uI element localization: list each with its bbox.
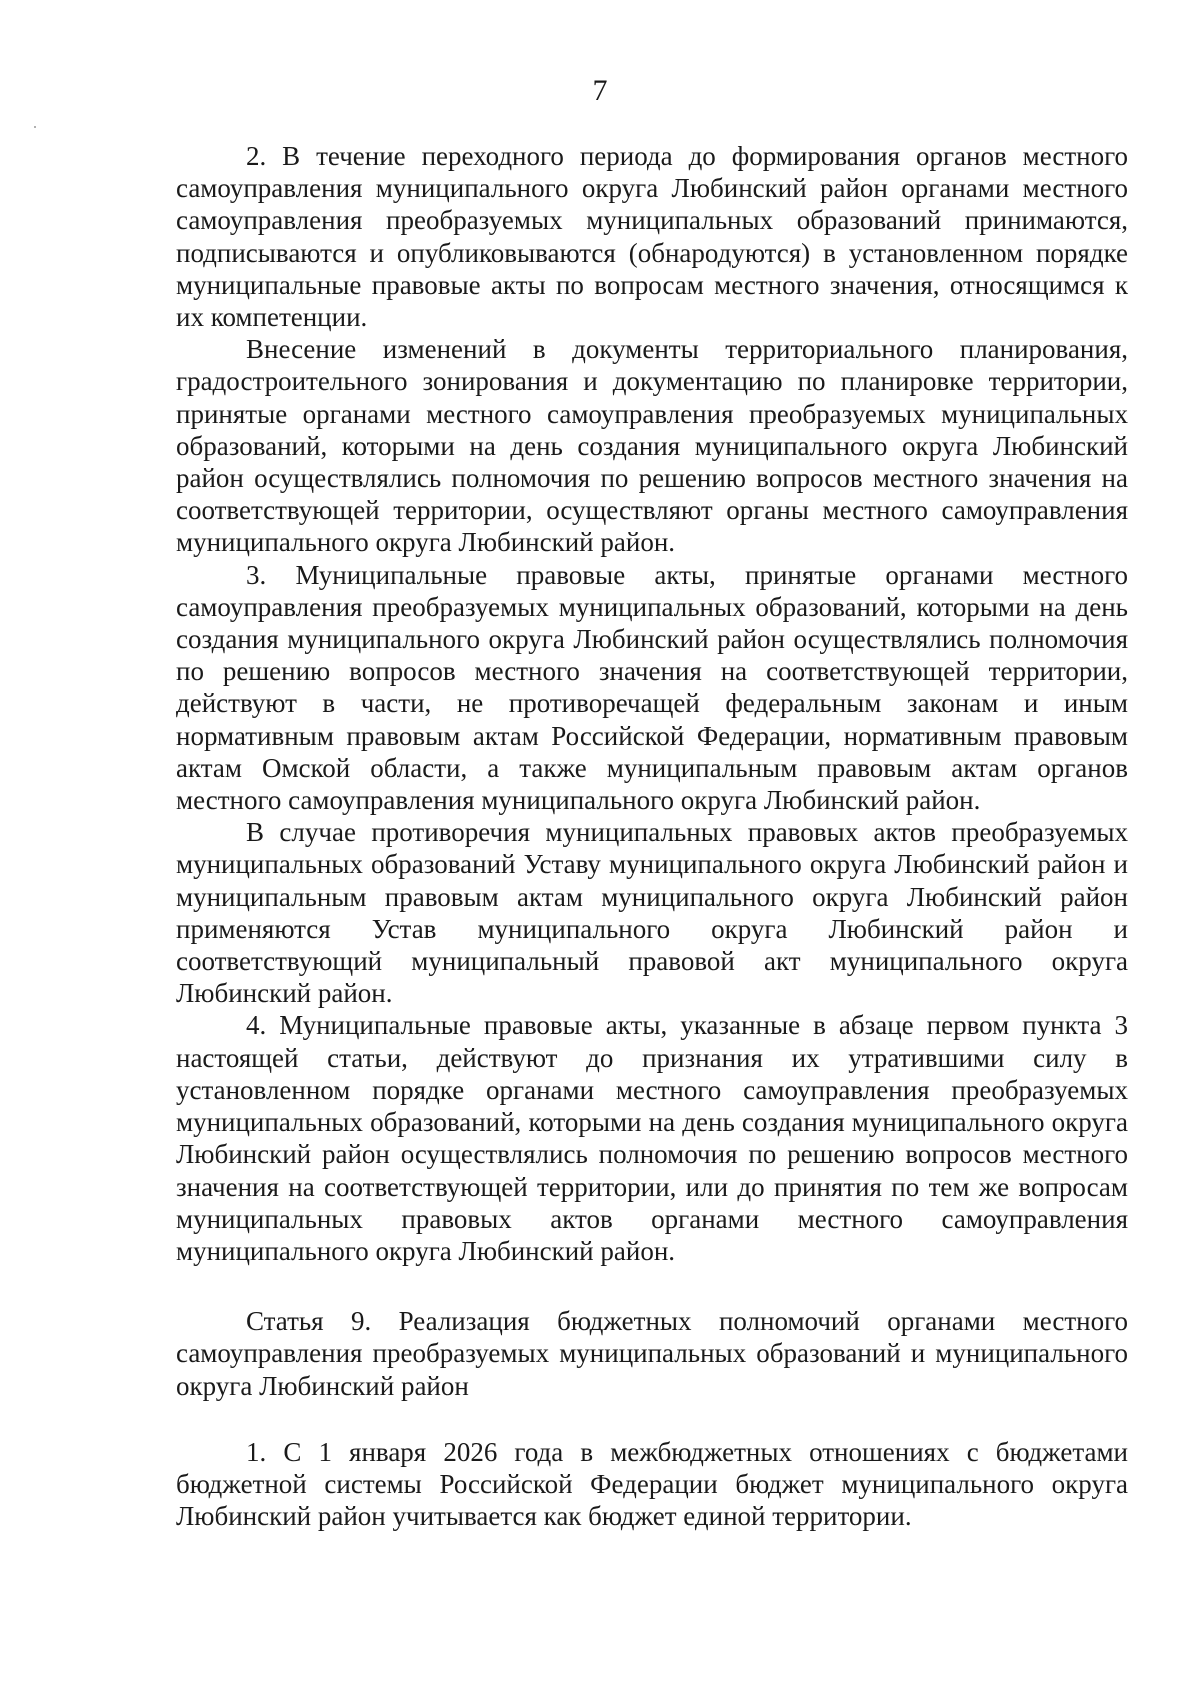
page-number: 7: [592, 74, 608, 107]
paragraph-2-transitional-period: 2. В течение переходного периода до формирования органов местного самоуправления муниципального округа Любинский район органами местного самоуправления преобразуемых муниципальных образований принимаются, подписываются и опубликовываются (обнародуются) в установленном порядке муниципальные правовые акты по вопросам местного значения, относящимся к их компетенции.: [176, 141, 1128, 333]
article-9-heading: Статья 9. Реализация бюджетных полномочий органами местного самоуправления преобразуемых муниципальных образований и муниципального округа Любинский район: [176, 1306, 1128, 1401]
paragraph-3-legal-acts: 3. Муниципальные правовые акты, принятые органами местного самоуправления преобразуемых муниципальных образований, которыми на день создания муниципального округа Любинский район осуществлялись полномочия по решению вопросов местного значения на соответствующей территории, действуют в части, не противоречащей федеральным законам и иным нормативным правовым актам Российской Федерации, нормативным правовым актам Омской области, а также муниципальным правовым актам органов местного самоуправления муниципального округа Любинский район.: [176, 559, 1128, 816]
paragraph-planning-documents: Внесение изменений в документы территориального планирования, градостроительного зонирования и документацию по планировке территории, принятые органами местного самоуправления преобразуемых муниципальных образований, которыми на день создания муниципального округа Любинский район осуществлялись полномочия по решению вопросов местного значения на соответствующей территории, осуществляют органы местного самоуправления муниципального округа Любинский район.: [176, 334, 1128, 558]
paragraph-4-validity: 4. Муниципальные правовые акты, указанные в абзаце первом пункта 3 настоящей статьи, действуют до признания их утратившими силу в установленном порядке органами местного самоуправления преобразуемых муниципальных образований, которыми на день создания муниципального округа Любинский район осуществлялись полномочия по решению вопросов местного значения на соответствующей территории, или до принятия по тем же вопросам муниципальных правовых актов органами местного самоуправления муниципального округа Любинский район.: [176, 1010, 1128, 1266]
document-body: [176, 140, 1128, 1532]
paragraph-contradiction: В случае противоречия муниципальных правовых актов преобразуемых муниципальных образований Уставу муниципального округа Любинский район и муниципальным правовым актам муниципального округа Любинский район применяются Устав муниципального округа Любинский район и соответствующий муниципальный правовой акт муниципального округа Любинский район.: [176, 817, 1128, 1009]
scan-artifact: [34, 126, 36, 128]
article-9-paragraph-1: 1. С 1 января 2026 года в межбюджетных отношениях с бюджетами бюджетной системы Российской Федерации бюджет муниципального округа Любинский район учитывается как бюджет единой территории.: [176, 1436, 1128, 1532]
